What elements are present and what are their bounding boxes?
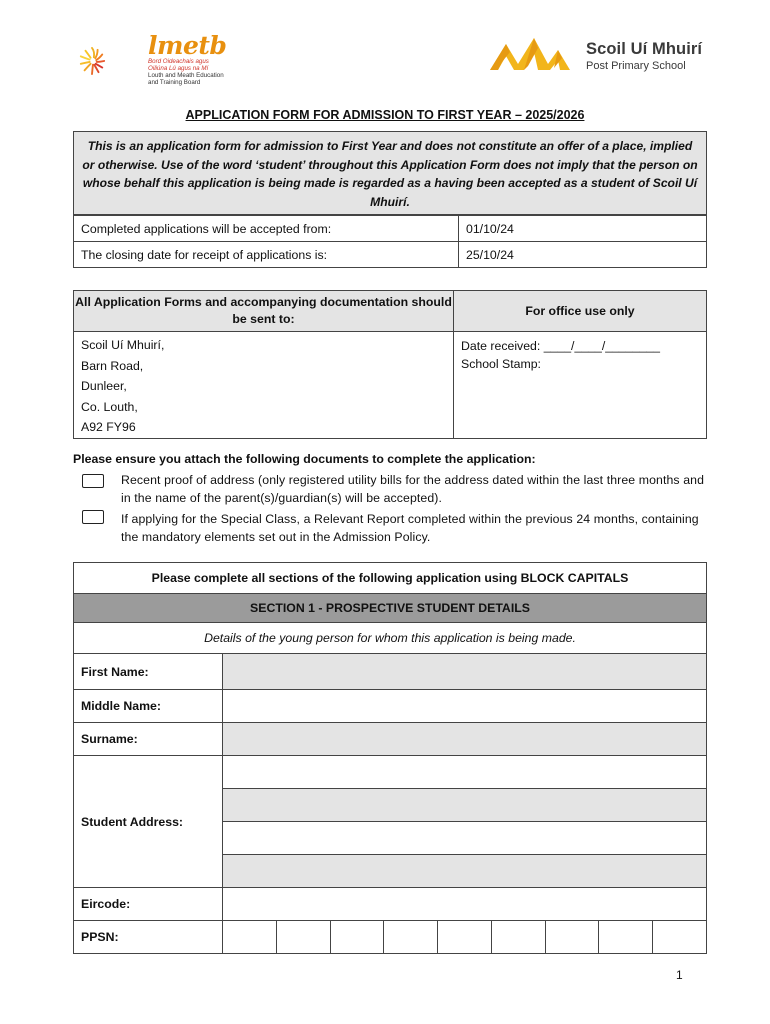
document-title: APPLICATION FORM FOR ADMISSION TO FIRST YEAR – 2025/2026 bbox=[185, 108, 585, 122]
page-number: 1 bbox=[676, 968, 683, 982]
documents-heading: Please ensure you attach the following documents to complete the application: bbox=[73, 452, 536, 466]
office-use-heading: For office use only bbox=[454, 291, 707, 332]
date-value: 25/10/24 bbox=[459, 242, 707, 268]
surname-label: Surname: bbox=[74, 723, 223, 756]
ppsn-char-box[interactable] bbox=[546, 921, 600, 953]
surname-field[interactable] bbox=[223, 723, 707, 756]
relevant-report-checkbox[interactable] bbox=[82, 510, 104, 524]
ppsn-char-box[interactable] bbox=[438, 921, 492, 953]
requirement-item: Recent proof of address (only registered utility bills for the address dated within the last three months and in the name of the parent(s)/guardian(s) will be accepted). bbox=[121, 473, 705, 505]
ppsn-char-box[interactable] bbox=[223, 921, 277, 953]
lmetb-name: lmetb bbox=[148, 31, 227, 60]
address-line: Barn Road, bbox=[81, 358, 144, 373]
first-name-label: First Name: bbox=[74, 654, 223, 690]
office-use-area bbox=[454, 332, 707, 439]
lmetb-sunburst-logo bbox=[78, 28, 148, 94]
table-row bbox=[74, 242, 707, 268]
address-line: A92 FY96 bbox=[81, 420, 136, 434]
submission-table bbox=[73, 290, 707, 439]
address-line: Scoil Uí Mhuirí, bbox=[81, 338, 165, 352]
eircode-label: Eircode: bbox=[74, 888, 223, 921]
date-received: Date received: ____/____/________ bbox=[461, 339, 660, 353]
ppsn-field[interactable] bbox=[223, 921, 707, 954]
date-label: The closing date for receipt of applications is: bbox=[74, 242, 459, 268]
ppsn-char-box[interactable] bbox=[384, 921, 438, 953]
school-stamp: School Stamp: bbox=[461, 357, 541, 371]
address-line: Dunleer, bbox=[81, 379, 127, 393]
first-name-field[interactable] bbox=[223, 654, 707, 690]
ppsn-char-box[interactable] bbox=[653, 921, 706, 953]
proof-of-address-checkbox[interactable] bbox=[82, 474, 104, 488]
intro-notice: This is an application form for admission to First Year and does not constitute an offer of a place, implied or otherwise. Use of the word ‘student’ throughout this Application Form does not imply that the person on whose behalf this application is being made is regarded as a having been accepted as a student of Scoil Uí Mhuirí. bbox=[73, 131, 707, 215]
school-name: Scoil Uí Mhuirí bbox=[586, 40, 703, 58]
dates-table bbox=[73, 215, 707, 268]
send-to-address bbox=[74, 332, 454, 439]
address-line: Co. Louth, bbox=[81, 399, 138, 414]
date-value: 01/10/24 bbox=[459, 216, 707, 242]
address-line-1-field[interactable] bbox=[223, 756, 707, 789]
section-note: Details of the young person for whom this application is being made. bbox=[74, 623, 707, 654]
form-instruction: Please complete all sections of the following application using BLOCK CAPITALS bbox=[74, 563, 707, 594]
middle-name-label: Middle Name: bbox=[74, 690, 223, 723]
address-line-4-field[interactable] bbox=[223, 855, 707, 888]
lmetb-tagline: Bord Oideachais agus Oiliúna Lú agus na Mí Louth and Meath Education and Training Board bbox=[148, 58, 224, 86]
ppsn-label: PPSN: bbox=[74, 921, 223, 954]
school-subtitle: Post Primary School bbox=[586, 60, 686, 72]
school-crest-logo bbox=[488, 30, 588, 76]
ppsn-char-box[interactable] bbox=[277, 921, 331, 953]
requirement-item: If applying for the Special Class, a Relevant Report completed within the previous 24 months, containing the mandatory elements set out in the Admission Policy. bbox=[121, 512, 699, 544]
table-row bbox=[74, 216, 707, 242]
ppsn-char-box[interactable] bbox=[599, 921, 653, 953]
ppsn-char-box[interactable] bbox=[492, 921, 546, 953]
date-label: Completed applications will be accepted from: bbox=[74, 216, 459, 242]
student-address-label: Student Address: bbox=[74, 756, 223, 888]
middle-name-field[interactable] bbox=[223, 690, 707, 723]
ppsn-char-box[interactable] bbox=[331, 921, 385, 953]
student-details-form bbox=[73, 562, 707, 954]
address-line-2-field[interactable] bbox=[223, 789, 707, 822]
address-line-3-field[interactable] bbox=[223, 822, 707, 855]
section-title: SECTION 1 - PROSPECTIVE STUDENT DETAILS bbox=[74, 594, 707, 623]
eircode-field[interactable] bbox=[223, 888, 707, 921]
send-to-heading: All Application Forms and accompanying documentation should be sent to: bbox=[74, 291, 454, 332]
